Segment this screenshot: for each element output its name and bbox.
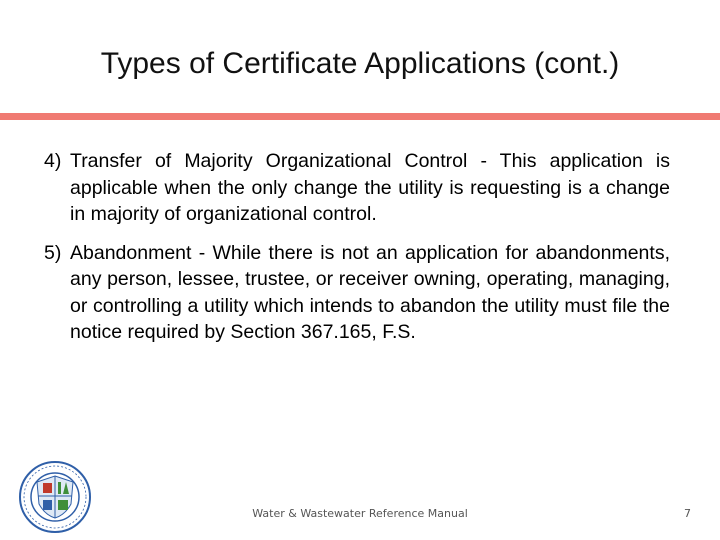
- list-item: [44, 148, 670, 228]
- list-item-number: 5): [44, 241, 62, 264]
- title-divider: [0, 113, 720, 120]
- page-number: 7: [684, 507, 691, 520]
- list-item-number: 4): [44, 150, 62, 172]
- commission-seal-logo: [18, 460, 92, 534]
- footer-text: Water & Wastewater Reference Manual: [252, 507, 468, 520]
- list-item: [44, 240, 670, 346]
- list-item-text: Transfer of Majority Organizational Control - This application is applicable when the only change the utility is requesting is a change in majority of organizational control.: [70, 150, 670, 225]
- slide-title: Types of Certificate Applications (cont.): [100, 47, 620, 80]
- content-list: [44, 148, 670, 358]
- list-item-text: Abandonment - While there is not an application for abandonments, any person, lessee, trustee, or receiver owning, operating, managing, or controlling a utility which intends to abandon the utility must file the notice required by Section 367.165, F.S.: [70, 241, 670, 343]
